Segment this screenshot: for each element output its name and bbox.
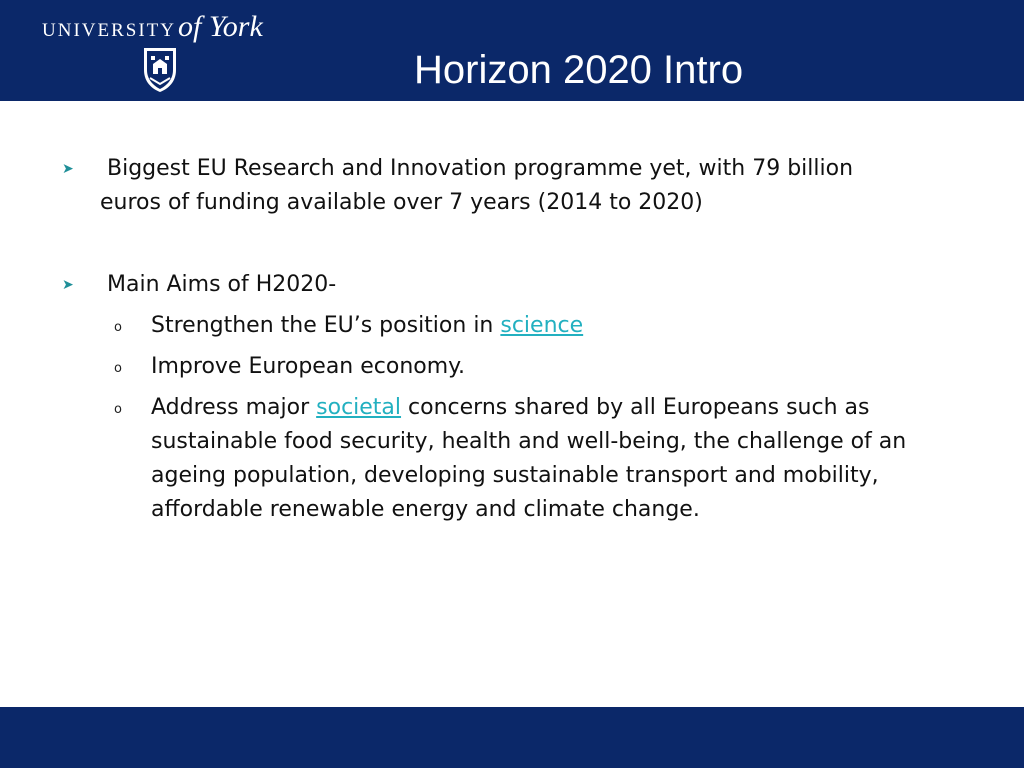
sub-bullet-text: Address major bbox=[151, 395, 317, 420]
arrow-bullet-icon: ➤ bbox=[62, 161, 74, 177]
crest-icon bbox=[140, 44, 180, 94]
sub-bullet-text: Strengthen the EU’s position in bbox=[151, 313, 501, 338]
sub-bullet-science bbox=[151, 309, 951, 343]
university-logo bbox=[42, 10, 263, 44]
logo-of-york-text: of York bbox=[178, 10, 263, 43]
slide-title: Horizon 2020 Intro bbox=[414, 48, 744, 92]
arrow-bullet-icon: ➤ bbox=[62, 277, 74, 293]
sub-bullet-text: concerns shared by all Europeans such as sustainable food security, health and well-being, the challenge of an ageing population, developing sustainable transport and mobility, affordable renewable energy and climate change. bbox=[151, 395, 907, 522]
sub-bullet-economy: Improve European economy. bbox=[151, 354, 466, 379]
societal-link[interactable]: societal bbox=[316, 395, 402, 420]
circle-bullet-icon: o bbox=[114, 402, 122, 417]
circle-bullet-icon: o bbox=[114, 320, 122, 335]
circle-bullet-icon: o bbox=[114, 361, 122, 376]
science-link[interactable]: science bbox=[500, 313, 584, 338]
logo-university-text: UNIVERSITY bbox=[42, 20, 176, 41]
bullet-main-aims: Main Aims of H2020- bbox=[107, 272, 337, 297]
footer-banner bbox=[0, 707, 1024, 768]
header-banner bbox=[0, 0, 1024, 101]
bullet-funding: Biggest EU Research and Innovation programme yet, with 79 billion euros of funding available over 7 years (2014 to 2020) bbox=[100, 156, 854, 215]
sub-bullet-societal bbox=[151, 391, 951, 527]
